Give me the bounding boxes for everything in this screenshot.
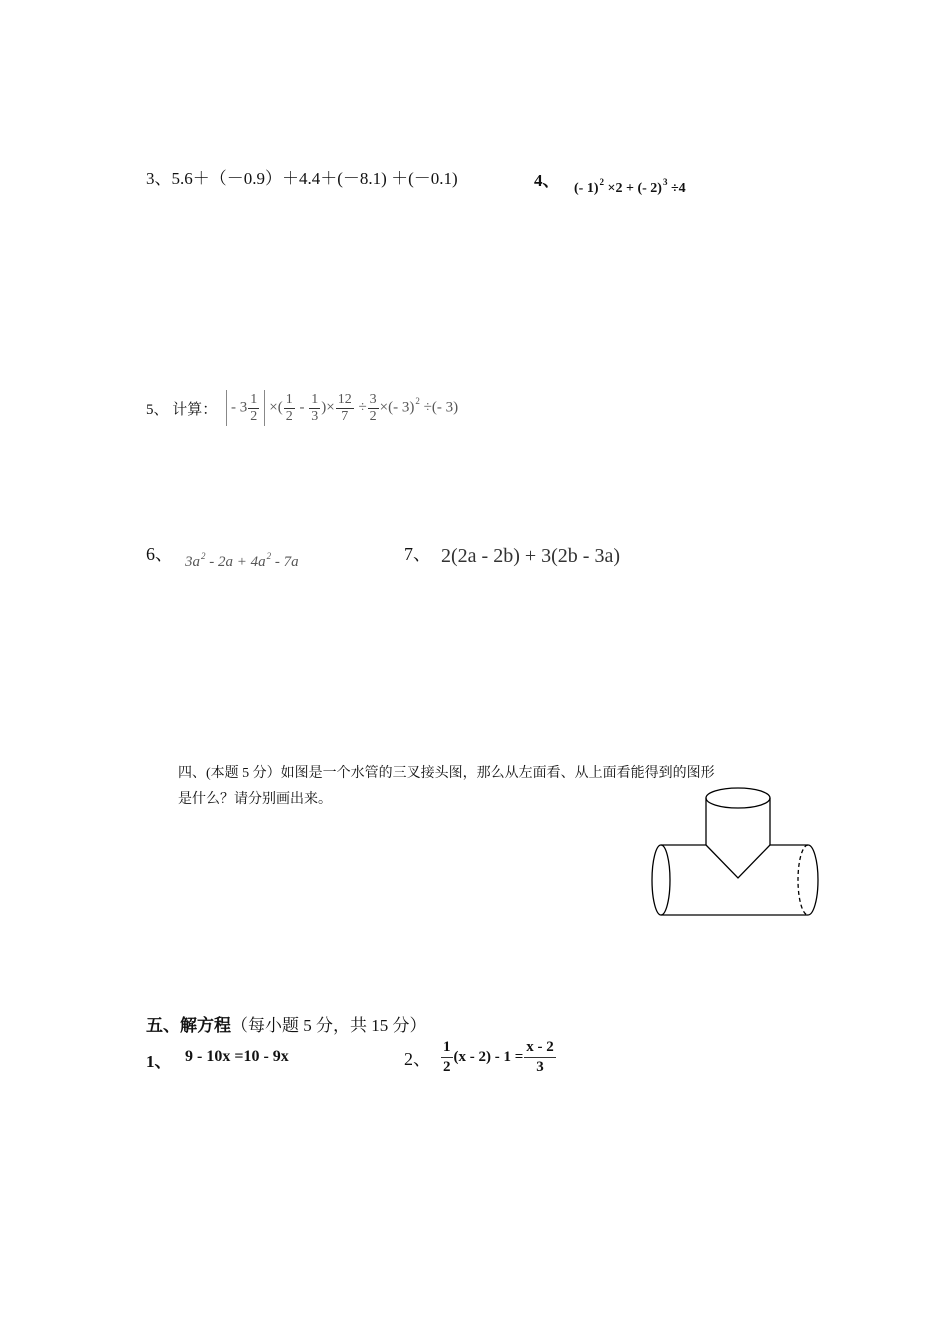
absolute-bar-right	[264, 390, 265, 426]
equation-1-expression: 9 - 10x =10 - 9x	[185, 1048, 289, 1065]
problem-4-expression: (- 1)$^2$ ×2 + (- 2)$^3$ ÷4	[574, 177, 686, 196]
section-5-subtitle: （每小题 5 分，共 15 分）	[231, 1016, 427, 1035]
fraction: $\frac{12}{7}$	[337, 391, 352, 424]
section-5-heading	[146, 1011, 427, 1036]
fraction: $\frac{1}{2}$	[250, 391, 258, 424]
problem-6-expression: $3a^2 - 2a + 4a^2 - 7a$	[185, 551, 299, 570]
problem-3-number: 3、	[146, 169, 172, 188]
section-4-line-2: 是什么？请分别画出来。	[178, 792, 332, 807]
pipe-tee-joint-figure	[648, 785, 838, 925]
fraction-half: $\frac{1}{2}$	[443, 1039, 451, 1075]
problem-3	[146, 164, 458, 189]
fraction: $\frac{1}{3}$	[311, 391, 319, 424]
absolute-bar-left	[226, 390, 227, 426]
problem-7-number: 7、	[404, 544, 431, 564]
problem-6-number: 6、	[146, 544, 173, 564]
problem-5-expression: - 3 $\frac{1}{2}$ ×( $\frac{1}{2}$ - $\frac{1}{3}$ )× $\frac{12}{7}$ ÷ $\frac{3}{2}$ ×(- 3)$^2$ ÷(- 3)	[222, 390, 458, 426]
fraction-right: $\frac{x - 2}{3}$	[526, 1039, 554, 1075]
equation-1-number: 1、	[146, 1052, 172, 1071]
problem-5-number: 5、 计算：	[146, 402, 218, 418]
problem-3-expression: 5.6＋（－0.9）＋4.4＋(－8.1) ＋(－0.1)	[171, 169, 458, 188]
equation-2-number: 2、	[404, 1049, 431, 1069]
problem-4-number: 4、	[534, 171, 560, 190]
section-4-line-1: 四、(本题 5 分）如图是一个水管的三叉接头图，那么从左面看、从上面看能得到的图形	[178, 766, 715, 781]
problem-7-expression: 2(2a - 2b) + 3(2b - 3a)	[441, 545, 620, 567]
section-5-title: 五、解方程	[146, 1016, 231, 1035]
equation-2-expression: $\frac{1}{2}$ (x - 2) - 1 = $\frac{x - 2}{3}$	[443, 1039, 554, 1075]
fraction: $\frac{3}{2}$	[369, 391, 377, 424]
fraction: $\frac{1}{2}$	[285, 391, 293, 424]
